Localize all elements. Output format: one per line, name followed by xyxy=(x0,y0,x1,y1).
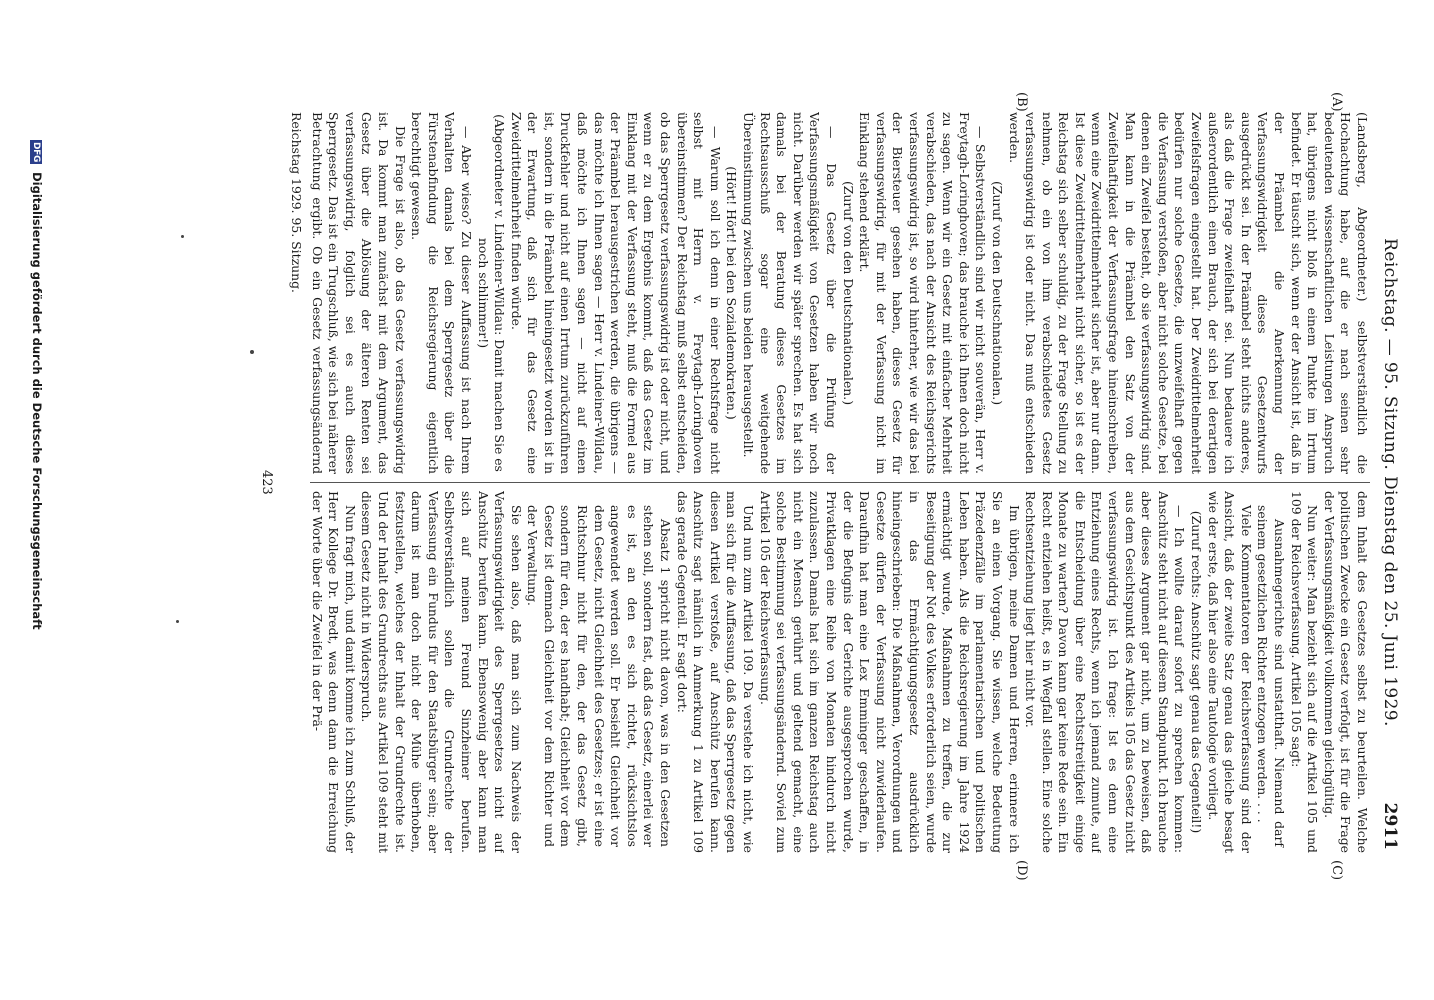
paragraph: Viele Kommentatoren der Reichsverfassung sind der Ansicht, daß der zweite Satz genau das gleiche besagt wie der erste, daß hier also eine Tautologie vorliegt. xyxy=(1205,491,1254,853)
footer-page-number: 423 xyxy=(259,470,274,495)
interjection: (Zuruf rechts: Anschütz sagt genau das Gegenteil!) xyxy=(1189,510,1205,834)
margin-marker-d: (D) xyxy=(1014,860,1029,881)
interjection: (Zuruf von den Deutschnationalen.) xyxy=(989,180,1005,406)
scan-speck xyxy=(176,620,179,623)
scan-speck xyxy=(250,350,254,354)
paragraph: — Aber wieso? Zu dieser Auffassung ist nach Ihrem Verhalten damals bei dem Sperrgesetz über die Fürstenabfindung die Reichsregierung eigentlich berechtigt gewesen. xyxy=(409,112,474,474)
quotation: Ausnahmegerichte sind unstatthaft. Niemand darf seinem gesetzlichen Richter entzogen werden. . . . xyxy=(1255,505,1288,847)
paragraph: Die Frage ist also, ob das Gesetz verfassungswidrig ist. Da kommt man zunächst mit dem Argument, das Gesetz über die Ablösung der älteren Renten sei verfassungswidrig, folglich sei es auch dieses Sperrgesetz. Das ist ein Trugschluß, wie sich bei näherer Betrachtung ergibt. Ob ein Gesetz verfassungsändernd xyxy=(310,112,408,474)
header-page-number: 2911 xyxy=(1380,802,1400,850)
paragraph: Nun fragt mich, und damit komme ich zum Schluß, der Herr Kollege Dr. Bredt, was denn dann die Erreichung der Worte über die Zweifel in der Prä- xyxy=(310,491,358,853)
interjection: (Zuruf von den Deutschnationalen.) xyxy=(840,180,856,406)
margin-marker-c: (C) xyxy=(1329,860,1344,881)
paragraph: dem Inhalt des Gesetzes selbst zu beurteilen. Welche politischen Zwecke ein Gesetz verfolgt, ist für die Frage der Verfassungsmäßigkeit vollkommen gleichgültig. xyxy=(1321,491,1370,853)
digitization-stamp xyxy=(22,140,44,1000)
paragraph: Sie sehen also, daß man sich zum Nachweis der Verfassungswidrigkeit des Sperrgesetzes nicht auf Anschütz berufen kann. Ebensowenig aber kann man sich auf meinen Freund Sinzheimer berufen. Selbstverständlich sollen die Grundrechte der Verfassung ein Fundus für den Staatsbürger sein; aber darum ist man doch nicht der Mühe überhoben, festzustellen, welches der Inhalt der Grundrechte ist. Und der Inhalt des Grundrechts aus Artikel 109 steht mit diesem Gesetz nicht in Widerspruch. xyxy=(359,491,524,853)
paragraph: — Selbstverständlich sind wir nicht souverän, Herr v. Freytagh-Loringhoven; das brauche ich Ihnen doch nicht zu sagen. Wenn wir ein Gesetz mit einfacher Mehrheit verabschieden, das nach der Ansicht des Reichsgerichts verfassungswidrig ist, so wird hinterher, wie wir das bei der Biersteuer gesehen haben, dieses Gesetz für verfassungswidrig, für mit der Verfassung nicht im Einklang stehend erklärt. xyxy=(857,112,989,474)
left-text-column xyxy=(310,112,1370,474)
paragraph: Und nun zum Artikel 109. Da verstehe ich nicht, wie man sich für die Auffassung, daß das Sperrgesetz gegen diesen Artikel verstoße, auf Anschütz berufen kann. Anschütz sagt nämlich in Anmerkung 1 zu Artikel 109 das gerade Gegenteil. Er sagt dort: xyxy=(674,491,757,853)
paragraph: — Ich wollte darauf sofort zu sprechen kommen: Anschütz steht nicht auf diesem Standpunkt. Ich brauche aber dieses Argument gar nicht, um zu beweisen, daß aus dem Gesichtspunkt des Artikels 105 das Gesetz nicht verfassungswidrig ist. Ich frage: Ist es denn eine Entziehung eines Rechts, wenn ich jemand zumute, auf die Entscheidung über eine Rechtsstreitigkeit einige Monate zu warten? Davon kann gar keine Rede sein. Ein Recht entziehen heißt, es in Wegfall stellen. Eine solche Rechtsentziehung liegt hier nicht vor. xyxy=(1023,491,1188,853)
digitization-credit: Digitalisierung gefördert durch die Deutsche Forschungsgemeinschaft xyxy=(30,172,44,630)
margin-marker-b: (B) xyxy=(1014,92,1029,112)
column-divider xyxy=(310,482,1370,483)
paragraph: Nun weiter: Man bezieht sich auf die Artikel 105 und 109 der Reichsverfassung. Artikel 105 sagt: xyxy=(1288,491,1321,853)
interjection: (Hört! Hört! bei den Sozialdemokraten.) xyxy=(724,166,740,420)
paragraph: — Das Gesetz über die Prüfung der Verfassungsmäßigkeit von Gesetzen haben wir noch nicht. Darüber werden wir später sprechen. Es hat sich damals bei der Beratung dieses Gesetzes im Rechtsausschuß sogar eine weitgehende Übereinstimmung zwischen uns beiden herausgestellt. xyxy=(741,112,839,474)
page-header xyxy=(1372,115,1402,850)
header-title: Reichstag. — 95. Sitzung. Dienstag den 25. Juni 1929. xyxy=(1380,238,1400,727)
footer-session-line: Reichstag 1929. 95. Sitzung. xyxy=(289,112,304,293)
paragraph: — Warum soll ich denn in einer Rechtsfrage nicht selbst mit Herrn v. Freytagh-Loringhoven übereinstimmen? Der Reichstag muß selbst entscheiden, ob das Sperrgesetz verfassungswidrig ist oder nicht, und wenn er zu dem Ergebnis kommt, daß das Gesetz im Einklang mit der Verfassung steht, muß die Formel aus der Präambel herausgestrichen werden, die übrigens — das möchte ich Ihnen sagen — Herr v. Lindeiner-Wildau, daß möchte ich Ihnen sagen — nicht auf einen Druckfehler und nicht auf einen Irrtum zurückzuführen ist, sondern in die Präambel hineingesetzt worden ist in der Erwartung, daß sich für das Gesetz eine Zweidrittelmehrheit finden würde. xyxy=(508,112,723,474)
paragraph: Im übrigen, meine Damen und Herren, erinnere ich Sie an einen Vorgang. Sie wissen, welche Bedeutung Präzedenzfälle im parlamentarischen und politischen Leben haben. Als die Reichsregierung im Jahre 1924 ermächtigt wurde, Maßnahmen zu treffen, die zur Beseitigung der Not des Volkes erforderlich seien, wurde in das Ermächtigungsgesetz ausdrücklich hineingeschrieben: Die Maßnahmen, Verordnungen und Gesetze dürfen der Verfassung nicht zuwiderlaufen. Daraufhin hat man eine Lex Emminger geschaffen, in der die Befugnis der Gerichte ausgesprochen wurde, Privatklagen eine Reihe von Monaten hindurch nicht zuzulassen. Damals hat sich im ganzen Reichstag auch nicht ein Mensch gerührt und geltend gemacht, eine solche Bestimmung sei verfassungsändernd. Soviel zum Artikel 105 der Reichsverfassung. xyxy=(757,491,1022,853)
dfg-logo: DFG xyxy=(31,142,42,163)
paragraph: (Landsberg, Abgeordneter.) selbstverständlich die Hochachtung habe, auf die er nach seinen sehr bedeutenden wissenschaftlichen Leistungen Anspruch hat, übrigens nicht bloß in einem Punkte im Irrtum befindet. Er täuscht sich, wenn er der Ansicht ist, daß in der Präambel die Anerkennung der Verfassungswidrigkeit dieses Gesetzentwurfs ausgedrückt sei. In der Präambel steht nichts anderes, als daß die Frage zweifelhaft sei. Nun bedauere ich außerordentlich einen Brauch, der sich bei derartigen Zweifelsfragen eingestellt hat. Der Zweidrittelmehrheit bedürfen nur solche Gesetze, die unzweifelhaft gegen die Verfassung verstoßen, aber nicht solche Gesetze, bei denen ein Zweifel besteht, ob sie verfassungswidrig sind. Man kann in die Präambel den Satz von der Zweifelhaftigkeit der Verfassungsfrage hineinschreiben, wenn eine Zweidrittelmehrheit sicher ist, aber nur dann. Ist diese Zweidrittelmehrheit nicht sicher, so ist es der Reichstag sich selber schuldig, zu der Frage Stellung zu nehmen, ob ein von ihm verabschiedetes Gesetz verfassungswidrig ist oder nicht. Das muß entschieden werden. xyxy=(1006,112,1370,474)
quotation: Absatz 1 spricht nicht davon, was in den Gesetzen stehen soll, sondern fast, daß das Gesetz, einerlei wer es ist, an den es sich richtet, rücksichtslos angewendet werden soll. Er besiehlt Gleichheit vor dem Gesetz, nicht Gleichheit des Gesetzes; er ist eine Richtschnur nicht für den, der das Gesetz gibt, sondern für den, der es handhabt; Gleichheit vor dem Gesetz ist demnach Gleichheit vor dem Richter und der Verwaltung. xyxy=(525,505,674,847)
interjection: (Abgeordneter v. Lindeiner-Wildau: Damit machen Sie es noch schlimmer!) xyxy=(475,114,508,472)
scan-speck xyxy=(181,235,184,238)
margin-marker-a: (A) xyxy=(1329,92,1344,112)
right-text-column xyxy=(310,491,1370,853)
